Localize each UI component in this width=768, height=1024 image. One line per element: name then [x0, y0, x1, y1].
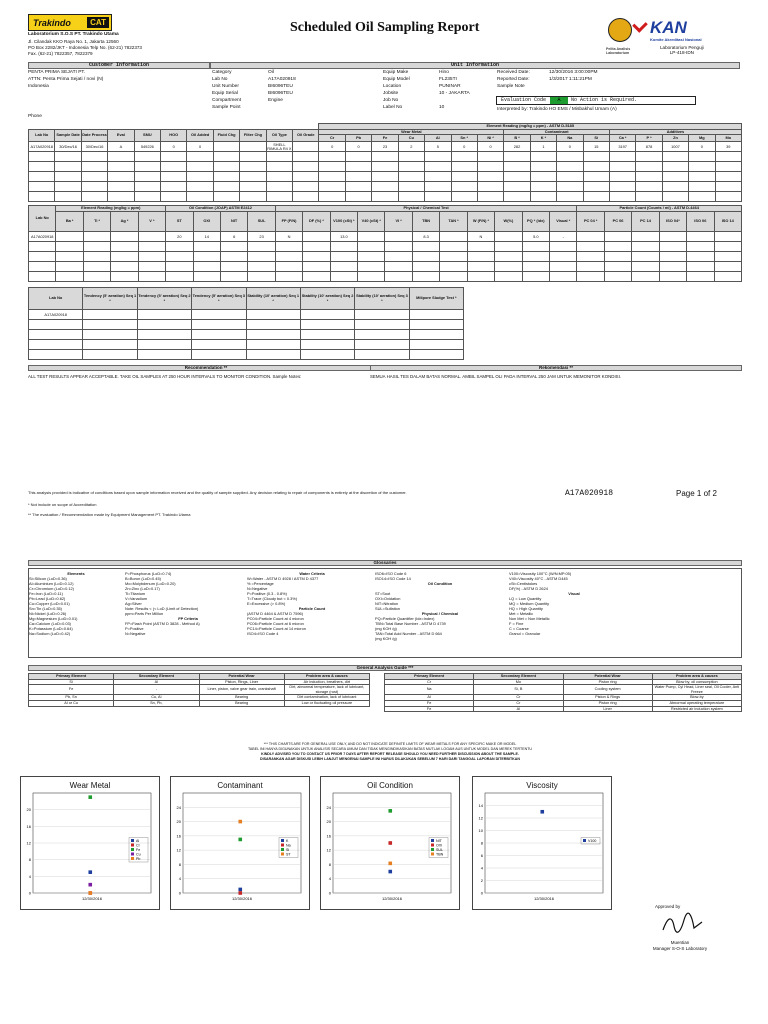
table-row	[29, 262, 742, 272]
data-point-pb	[88, 891, 92, 895]
unit-field: Location PUNINAR	[383, 84, 461, 89]
customer-block: PENTA PRIMA SEJATI PT. ATTN: Penta Prima Sejati / novi (N) Indonesia	[28, 70, 104, 89]
col-header: Oil Type	[266, 129, 292, 142]
col-header: ISO 06	[687, 212, 714, 232]
table-row	[29, 330, 464, 340]
col-header: ISO 14	[714, 212, 741, 232]
col-header: Lab No	[29, 129, 55, 142]
col-header: Filter Chg	[240, 129, 266, 142]
chart-contaminant	[170, 776, 310, 910]
legend-swatch	[131, 853, 134, 856]
col-header: Potential Wear	[199, 674, 284, 680]
phone-label: Phone	[28, 114, 42, 119]
table-row	[29, 340, 464, 350]
glossary-box	[28, 568, 742, 658]
unit-field: Equip Model FL235TI	[383, 77, 457, 82]
y-tick-label: 16	[326, 833, 331, 839]
data-point-oxi	[388, 841, 392, 845]
approver: Muentian Manager S-O-S Laboratory	[652, 940, 708, 951]
unit-col-1	[212, 69, 296, 111]
y-tick-label: 8	[28, 857, 31, 863]
rekomendasi-text: SEMUA HASIL TES DALAM BATAS NORMAL. AMBIL SAMPEL OLI PADA INTERVAL 250 JAM UNTUK MEMONITOR KONDISI.	[370, 374, 622, 379]
col-header: Mo	[715, 135, 741, 142]
table-row: Fe Al Liner Restricted air induction system	[385, 706, 742, 712]
data-point-na	[238, 891, 242, 895]
data-point-sul	[388, 809, 392, 813]
data-point-st	[238, 820, 242, 824]
table-row	[29, 172, 742, 182]
legend-swatch	[281, 853, 284, 856]
col-header: Ba *	[56, 212, 83, 232]
company-name: Trakindo	[33, 18, 71, 28]
col-header: Eval	[108, 129, 134, 142]
legend-swatch	[281, 844, 284, 847]
chart-title: Wear Metal	[69, 781, 111, 790]
col-header: Si	[583, 135, 609, 142]
chart-plot	[171, 777, 309, 909]
data-point-si	[238, 838, 242, 842]
y-tick-label: 4	[28, 873, 31, 879]
col-header: TBN	[412, 212, 439, 232]
legend-swatch	[583, 839, 586, 842]
unit-col-2	[383, 69, 470, 111]
unit-field: Label No 10	[383, 105, 445, 110]
col-header: Al	[425, 135, 451, 142]
col-header: PQ * (idx)	[522, 212, 549, 232]
col-header: Visual *	[550, 212, 577, 232]
table-row	[29, 182, 742, 192]
unit-field: Unit Number BI6096TEU	[212, 84, 293, 89]
chart-wear-metal	[20, 776, 160, 910]
recommendation-heading: Recommendation **	[28, 365, 384, 371]
chart-viscosity	[472, 776, 612, 910]
y-tick-label: 4	[480, 865, 483, 871]
y-tick-label: 0	[328, 890, 331, 896]
y-tick-label: 10	[478, 828, 483, 833]
table-row: Fe - Liner, piston, valve gear train, crankshaft Dirt, abnormal temperature, lack of lubricant, storage (rust)	[29, 685, 370, 695]
col-header: NIT	[220, 212, 247, 232]
y-tick-label: 8	[178, 861, 181, 867]
col-header: Problem area & causes	[652, 674, 741, 680]
col-header: PC 14	[632, 212, 659, 232]
unit-field: Lab No A17A020918	[212, 77, 296, 82]
eval-code-badge: A	[550, 97, 568, 104]
table-row: A17A020918	[29, 310, 464, 320]
y-tick-label: 12	[326, 847, 331, 853]
col-header: Secondary Element	[474, 674, 563, 680]
col-header: V *	[138, 212, 165, 232]
plot-frame	[183, 793, 301, 893]
customer-info-heading: Customer Information	[28, 62, 210, 69]
legend-swatch	[431, 848, 434, 851]
legend-label: V100	[588, 839, 597, 843]
col-header: Oil Added	[187, 129, 213, 142]
col-header: HOO	[161, 129, 187, 142]
guide-notes: *** THIS CHARTS ARE FOR GENERAL USE ONLY, AND DO NOT INDICATE DEFINITE LIMITS OF WEAR METALS FOR ANY SPECIFIC MAKE OR MODEL TABEL INI HANYA DIGUNAKAN UNTUK ANALISIS SECARA UMUM DAN TIDAK MENGINDIKASIKAN BATAS MUTLAK LOGAM AUS UNTUK MODEL DAN MEREK TERTENTU KINDLY ADVISED YOU TO CONTACT US PRIOR 7 DAYS AFTER REPORT RELEASE SHOULD YOU NEED FURTHER DISCUSSION ABOUT THE SAMPLE. DISARANKAN AGAR DISKUSI LEBIH LANJUT MENGENAI SAMPLE INI HARUS DILAKUKAN SEBELUM 7 HARI DARI TANGGAL LAPORAN DITERBITKAN	[247, 742, 533, 761]
accreditation-note: * Not include on scope of Accreditation	[28, 502, 97, 507]
signature-icon	[658, 912, 708, 936]
col-header: Sn *	[451, 135, 477, 142]
x-tick-label: 12/30/2016	[381, 896, 403, 901]
col-header: VI *	[385, 212, 412, 232]
table-row	[29, 192, 742, 202]
y-tick-label: 0	[28, 890, 31, 896]
col-header: Fluid Chg	[213, 129, 239, 142]
table-row	[29, 242, 742, 252]
table-row: Si Al Piston, Rings, Liner Air induction, breathers, dirt	[29, 679, 370, 685]
glossary-col: Elements Si=Silicon (LoD=0.36) Al=Aluminium (LoD=0.12) Cr=Chromium (LoD=0.12) Fe=Iron (LoD=0.11) Pb=Lead (LoD=0.62) Cu=Copper (LoD=0.01) Sn=Tin (LoD=0.35) Ni=Nickel (LoD=0.26) Mg=Magnesium (LoD=0.01) Ca=Calcium (LoD=0.03) K=Potassium (LoD=0.64) Na=Sodium (LoD=0.42)	[29, 571, 85, 636]
col-header: Tendency (5' aeration) Seq 2 *	[137, 288, 191, 310]
y-tick-label: 12	[176, 847, 181, 853]
y-tick-label: 24	[176, 804, 181, 810]
chart-title: Viscosity	[526, 781, 558, 790]
col-header: Date Process	[81, 129, 107, 142]
legend-swatch	[431, 853, 434, 856]
col-header: Cr	[319, 135, 345, 142]
y-tick-label: 20	[326, 819, 331, 825]
col-header: DF (%) *	[303, 212, 330, 232]
unit-col-3	[497, 69, 598, 90]
kan-lab: Laboratorium Penguji LP-418-IDN	[660, 45, 704, 55]
legend-swatch	[281, 848, 284, 851]
table-row	[29, 252, 742, 262]
y-tick-label: 0	[480, 890, 483, 896]
col-header: Stability (10' aeration) Seq 3 *	[355, 288, 409, 310]
col-header: Na	[557, 135, 583, 142]
y-tick-label: 20	[176, 819, 181, 825]
y-tick-label: 16	[176, 833, 181, 839]
legend-label: TBN	[436, 852, 444, 857]
col-header: Cu	[398, 135, 424, 142]
glossary-col: Water Criteria W=Water - ASTM D 4928 / ASTM D 4377 % =Percentage N=Negative P=Positive (0.3 - 0.8%) T=Trace (Cloudy but < 0.3%) E=Excessive (> 0.8%) Particle Count (ASTM D 4464 & ASTM D 7596) PC04=Particle Count at 4 micron PC06=Particle Count at 6 micron PC14=Particle Count at 14 micron ISO4=ISO Code 4	[247, 571, 326, 636]
col-header: Secondary Element	[114, 674, 199, 680]
unit-field: Sample Point	[212, 105, 241, 110]
glossary-heading: Glossaries	[28, 560, 742, 566]
physical-chemical-table: Lab No Element Reading (mg/kg = ppm) Oil Condition (JOAP) ASTM E2412 Physical / Chemical Test Particle Count (Counts / ml) - ASTM D-4464 Ba * Ti * Ag * V * ST OXI NIT SUL FP (F/N) DF (%) * V100 (cSt) * V40 (cSt) * VI * TBN TAN * W (F/N) * W(%) PQ * (idx) Visual * PC 04 * PC 06 PC 14 ISO 04* ISO 06 ISO 14 A17A020918 20 14 6 23 N 13.0 8.3 N 5.0 -	[28, 205, 742, 282]
guide-table-left	[28, 673, 370, 707]
unit-field: Sample Note	[497, 84, 525, 89]
kan-check-icon	[632, 17, 648, 33]
col-header: SMU	[134, 129, 160, 142]
legend-label: Na	[286, 843, 291, 848]
data-point-nit	[388, 870, 392, 874]
data-point-fe	[88, 795, 92, 799]
rekomendasi-heading: Rekomendasi **	[370, 365, 742, 371]
col-header: V40 (cSt) *	[358, 212, 385, 232]
y-tick-label: 4	[178, 876, 181, 882]
table-row	[29, 152, 742, 162]
trakindo-logo	[28, 14, 112, 31]
unit-field: Reported Date: 1/3/2017 1:11:21PM	[497, 77, 592, 82]
data-point-tbn	[388, 862, 392, 866]
guide-heading: General Analysis Guide ***	[28, 665, 742, 671]
col-header: Primary Element	[29, 674, 114, 680]
unit-field: Equip Serial BI6096TEU	[212, 91, 293, 96]
page-number: Page 1 of 2	[676, 489, 717, 498]
table-row: A17A020918 30/Dec/16 30/Dec/16 A 549226 0 0 SHELL RIMULA R4 X 0 0 23 2 5 0 0 282 1 0 15 3197 878 1007 0 39	[29, 142, 742, 152]
col-header: Milipore Sludge Test *	[409, 288, 463, 310]
col-header: P *	[636, 135, 662, 142]
table-row	[29, 350, 464, 360]
col-header: ISO 04*	[659, 212, 686, 232]
legend-label: Al	[136, 839, 140, 843]
y-tick-label: 16	[26, 823, 31, 829]
legend-label: Si	[286, 848, 290, 852]
unit-field: Jobsite 10 - JAKARTA	[383, 91, 470, 96]
col-header: Primary Element	[385, 674, 474, 680]
table-row: Na Si, B Cooling system Water Pump, Cyl Head, Liner seal, Oil Cooler, Anti Freeze	[385, 685, 742, 695]
page-title: Scheduled Oil Sampling Report	[290, 20, 480, 35]
legend-swatch	[131, 839, 134, 842]
foam-test-table	[28, 287, 464, 360]
col-header: B *	[504, 135, 530, 142]
evaluation-code-box: Evaluation Code A No Action is Required.	[496, 96, 696, 105]
col-header: Stability (10' aeration) Seq 1 *	[246, 288, 300, 310]
glossary-col: V100=Viscosity 100°C (W/N:MP:05) V40=Viscosity 40°C - ASTM D445 cSt=Centistokes DF(%) - ASTM D 2624 Visual LQ = Low Quantity MQ = Medium Quantity HQ = High Quantity Met = Metallic Non Met = Non Metallic F = Fine C = Coarse Granul = Granular	[509, 571, 580, 636]
col-header: ST	[166, 212, 193, 232]
table-row: Fe Cr Piston ring Abnormal operating temperature	[385, 700, 742, 706]
pelita-text: Pelita Analisis Laboratorium	[606, 47, 631, 55]
y-tick-label: 8	[328, 861, 331, 867]
col-header: Zn	[662, 135, 688, 142]
legend-label: Pb	[136, 857, 141, 861]
table-row: A17A020918 20 14 6 23 N 13.0 8.3 N 5.0 -	[29, 232, 742, 242]
col-header: Ti *	[83, 212, 110, 232]
data-point-v100	[540, 810, 544, 814]
address-line: Jl. Cilandak KKO Raya No. 1, Jakarta 12560	[28, 39, 119, 44]
unit-info-heading: Unit Information	[210, 62, 740, 69]
legend-swatch	[131, 848, 134, 851]
col-header: Fe	[372, 135, 398, 142]
y-tick-label: 24	[326, 804, 331, 810]
y-tick-label: 12	[26, 840, 31, 846]
table-row: Pb, Sn Cu, Al Bearing Dirt contamination, lack of lubricant	[29, 695, 370, 701]
data-point-al	[88, 870, 92, 874]
evaluation-note: ** The evaluation / Recommendation made by Equipment Management PT. Trakindo Utama	[28, 512, 191, 517]
table-row	[29, 272, 742, 282]
col-header: Mg	[689, 135, 715, 142]
col-header: Sample Date	[55, 129, 81, 142]
col-header: W(%)	[495, 212, 522, 232]
unit-field: Compartment Engine	[212, 98, 283, 103]
y-tick-label: 4	[328, 876, 331, 882]
approved-label: Approved by	[655, 904, 681, 909]
y-tick-label: 8	[480, 840, 483, 846]
element-reading-table: Element Reading (mg/kg = ppm) - ASTM D-5185 Lab No Sample Date Date Process Eval SMU HOO Oil Added Fluid Chg Filter Chg Oil Type Oil Grade Wear Metal Contaminant Additives Cr Pb Fe Cu Al Sn * Ni * B * K * Na Si Ca * P * Zn Mg Mo A17A020918 30/Dec/16 30/Dec/16 A 549226 0 0 SHELL RIMULA R4 X 0 0 23 2 5 0 0 282 1 0 15 3197 878 1007 0 39	[28, 123, 742, 202]
unit-field: Category Oil	[212, 70, 274, 75]
chart-title: Oil Condition	[367, 781, 413, 790]
col-header: Oil Grade	[293, 129, 319, 142]
legend-label: Fe	[136, 848, 141, 852]
col-header: SUL	[248, 212, 275, 232]
address-line: Fax. (62-21) 7822357, 7822379	[28, 51, 93, 56]
x-tick-label: 12/30/2016	[231, 896, 253, 901]
recommendation-text: ALL TEST RESULTS APPEAR ACCEPTABLE. TAKE OIL SAMPLES AT 250 HOUR INTERVALS TO MONITOR CONDITION. Sample Notes:	[28, 374, 302, 379]
chart-plot	[473, 777, 611, 909]
pelita-logo-icon	[608, 18, 632, 42]
legend-label: SUL	[436, 848, 443, 852]
col-header: Potential Wear	[563, 674, 652, 680]
y-tick-label: 2	[480, 878, 483, 883]
table-row: Cr Mo Piston ring Blow by, oil consumption	[385, 679, 742, 685]
chart-oil-condition	[320, 776, 460, 910]
y-tick-label: 12	[478, 815, 483, 821]
col-header: Problem area & causes	[284, 674, 369, 680]
legend-label: ST	[286, 852, 291, 857]
col-header: Tendency (5' aeration) Seq 1 *	[83, 288, 137, 310]
col-header: Lab No	[29, 288, 83, 310]
col-header: Tendency (5' aeration) Seq 3 *	[192, 288, 246, 310]
col-header: TAN *	[440, 212, 467, 232]
address-line: PO Box 2282/JKT - Indonesia Telp No. (62-21) 7822373	[28, 45, 142, 50]
legend-swatch	[281, 839, 284, 842]
chart-title: Contaminant	[217, 781, 263, 790]
y-tick-label: 14	[478, 803, 483, 808]
kan-logo: KAN	[650, 18, 687, 37]
col-header: FP (F/N)	[275, 212, 302, 232]
legend-swatch	[431, 839, 434, 842]
table-row	[29, 162, 742, 172]
x-tick-label: 12/30/2016	[533, 896, 555, 901]
footer-lab-no: A17A020918	[565, 489, 614, 498]
col-header: Ag *	[111, 212, 138, 232]
kan-text: Komite Akreditasi Nasional	[650, 37, 702, 42]
col-header: W (F/N) *	[467, 212, 494, 232]
legend-label: OXI	[436, 843, 443, 848]
col-header: PC 06	[604, 212, 631, 232]
col-header: Stability (10' aeration) Seq 2 *	[300, 288, 354, 310]
cat-logo: CAT	[87, 17, 109, 28]
y-tick-label: 6	[480, 853, 483, 858]
y-tick-label: 0	[178, 890, 181, 896]
table-row	[29, 320, 464, 330]
table-row: Al or Cu Sn, Pb, Bearing Low or fluctuating oil pressure	[29, 700, 370, 706]
col-header: Ni *	[477, 135, 503, 142]
x-tick-label: 12/30/2016	[81, 896, 103, 901]
col-header: OXI	[193, 212, 220, 232]
table-row: Al Cr Piston & Rings Blow-by	[385, 695, 742, 701]
legend-label: Cr	[136, 843, 140, 848]
y-tick-label: 20	[26, 807, 31, 813]
legend-label: NIT	[436, 839, 442, 843]
col-header: PC 04 *	[577, 212, 604, 232]
interpreted-by: Interpreted by: Trakindo HO EMS / Misbakhul Umam (A)	[497, 107, 617, 112]
col-header: K *	[530, 135, 556, 142]
legend-swatch	[131, 857, 134, 860]
guide-table-right	[384, 673, 742, 712]
glossary-col: P=Phosphorus (LoD=0.74) B=Boron (LoD=0.45) Mo=Molybdenum (LoD=0.20) Zn=Zinc (LoD=0.17) Ti=Titanium V=Vanadium Ag=Silver Note: Results < (< LoD (Limit of Detection) ppm=Parts Per Million FP Criteria FP=Flash Point (ASTM D 3828 - Method A) P=Positive N=Negative	[125, 571, 200, 636]
col-header: Pb	[345, 135, 371, 142]
chart-plot	[321, 777, 459, 909]
col-header: Ca *	[609, 135, 635, 142]
data-point-cu	[88, 883, 92, 887]
legend-swatch	[131, 844, 134, 847]
unit-field: Received Date: 12/30/2016 3:00:00PM	[497, 70, 598, 75]
lab-name: Laboratorium S.O.S PT. Trakindo Utama	[28, 32, 119, 37]
unit-field: Equip Make Hino	[383, 70, 449, 75]
legend-label: Cu	[136, 852, 141, 857]
legend-label: K	[286, 839, 289, 843]
chart-plot	[21, 777, 159, 909]
disclaimer: This analysis provided is indicative of conditions based upon sample information received and the quality of sample supplied. Any decision relating to repair of components is entirely at the discretion of the customer.	[28, 490, 407, 495]
data-point-k	[238, 888, 242, 892]
col-header: V100 (cSt) *	[330, 212, 357, 232]
legend-swatch	[431, 844, 434, 847]
glossary-col: ISO6=ISO Code 6 ISO14=ISO Code 14 Oil Condition ST=Soot OXI=Oxidation NIT=Nitration SUL=Sulfation Physical / Chemical PQ=Particle Quantifier (Idx=Index) TBN=Total Base Number - ASTM D 4739 (mg KOH /g) TAN=Total Acid Number - ASTM D 664 (mg KOH /g)	[375, 571, 459, 641]
unit-field: Job No	[383, 98, 399, 103]
